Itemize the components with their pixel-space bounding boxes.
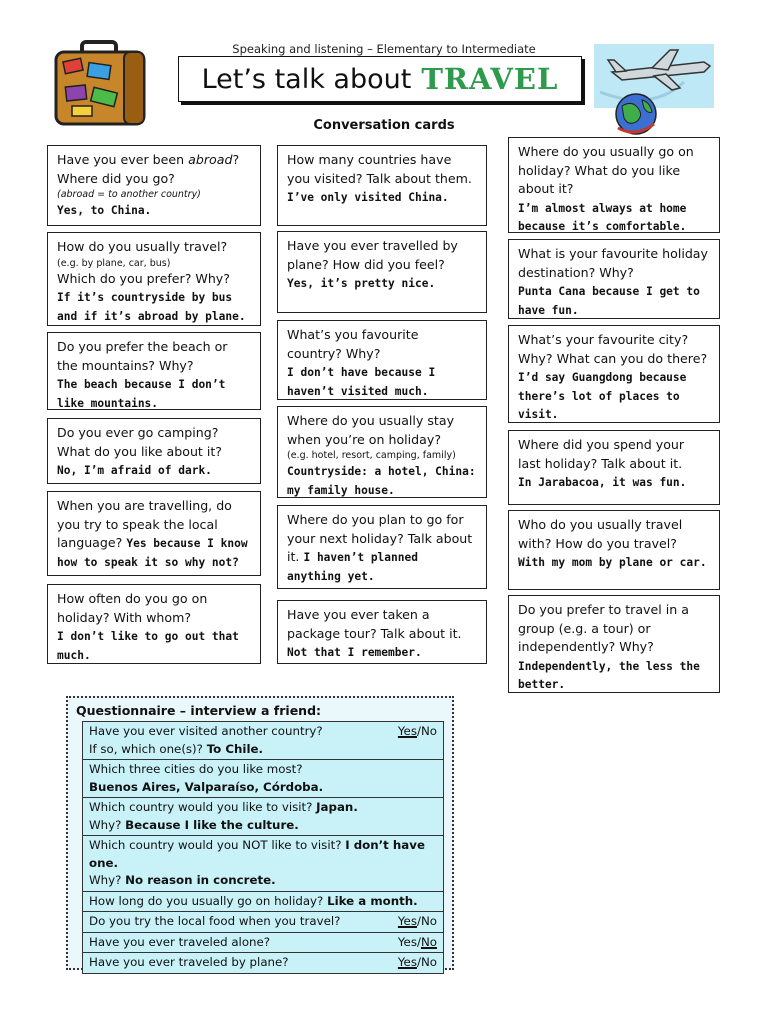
table-row: Which three cities do you like most? Buenos Aires, Valparaíso, Córdoba. (83, 760, 444, 798)
conversation-card: Have you ever taken a package tour? Talk about it. Not that I remember. (277, 600, 487, 664)
yes-no-choice[interactable]: Yes/No (397, 724, 437, 738)
subtitle: Speaking and listening – Elementary to Intermediate (232, 42, 536, 56)
yes-no-choice[interactable]: Yes/No (397, 914, 437, 928)
conversation-card: Where do you usually stay when you’re on holiday? (e.g. hotel, resort, camping, family) Countryside: a hotel, China: my family house. (277, 406, 487, 498)
conversation-card: Where do you usually go on holiday? What do you like about it? I’m almost always at home because it’s comfortable. (508, 137, 720, 233)
yes-no-choice[interactable]: Yes/No (397, 955, 437, 969)
conversation-card: What is your favourite holiday destination? Why? Punta Cana because I get to have fun. (508, 239, 720, 319)
conversation-card: What’s your favourite city? Why? What can you do there? I’d say Guangdong because there’s lot of places to visit. (508, 325, 720, 423)
conversation-card: Where do you plan to go for your next holiday? Talk about it. I haven’t planned anything yet. (277, 505, 487, 589)
title-text: Let’s talk about (201, 63, 412, 95)
table-row: Which country would you NOT like to visit? I don’t have one. Why? No reason in concrete. (83, 836, 444, 892)
title-accent: TRAVEL (421, 62, 559, 96)
table-row: Have you ever traveled by plane? Yes/No (83, 953, 444, 974)
section-heading: Conversation cards (313, 118, 455, 133)
table-row: How long do you usually go on holiday? Like a month. (83, 891, 444, 912)
conversation-card: Where did you spend your last holiday? Talk about it. In Jarabacoa, it was fun. (508, 430, 720, 505)
questionnaire-heading: Questionnaire – interview a friend: (76, 703, 322, 718)
conversation-card: Do you ever go camping? What do you like about it? No, I’m afraid of dark. (47, 418, 261, 484)
table-row: Have you ever traveled alone? Yes/No (83, 932, 444, 953)
conversation-card: Who do you usually travel with? How do you travel? With my mom by plane or car. (508, 510, 720, 590)
table-row: Do you try the local food when you travel? Yes/No (83, 912, 444, 933)
table-row: Have you ever visited another country? Yes/No If so, which one(s)? To Chile. (83, 722, 444, 760)
page-title (178, 56, 582, 102)
table-row: Which country would you like to visit? Japan. Why? Because I like the culture. (83, 798, 444, 836)
conversation-card: When you are travelling, do you try to speak the local language? Yes because I know how to speak it so why not? (47, 491, 261, 576)
conversation-card: How do you usually travel? (e.g. by plane, car, bus) Which do you prefer? Why? If it’s countryside by bus and if it’s abroad by plane. (47, 232, 261, 326)
conversation-card: How many countries have you visited? Talk about them. I’ve only visited China. (277, 145, 487, 226)
conversation-card: Have you ever travelled by plane? How did you feel? Yes, it’s pretty nice. (277, 231, 487, 313)
conversation-card: Do you prefer to travel in a group (e.g. a tour) or independently? Why? Independently, the less the better. (508, 595, 720, 693)
yes-no-choice[interactable]: Yes/No (397, 934, 437, 949)
conversation-card: How often do you go on holiday? With whom? I don’t like to go out that much. (47, 584, 261, 664)
conversation-card: Do you prefer the beach or the mountains? Why? The beach because I don’t like mountains. (47, 332, 261, 410)
conversation-card: Have you ever been abroad? Where did you go? (abroad = to another country) Yes, to China. (47, 145, 261, 226)
conversation-card: What’s you favourite country? Why? I don’t have because I haven’t visited much. (277, 320, 487, 400)
questionnaire-table (82, 721, 444, 974)
